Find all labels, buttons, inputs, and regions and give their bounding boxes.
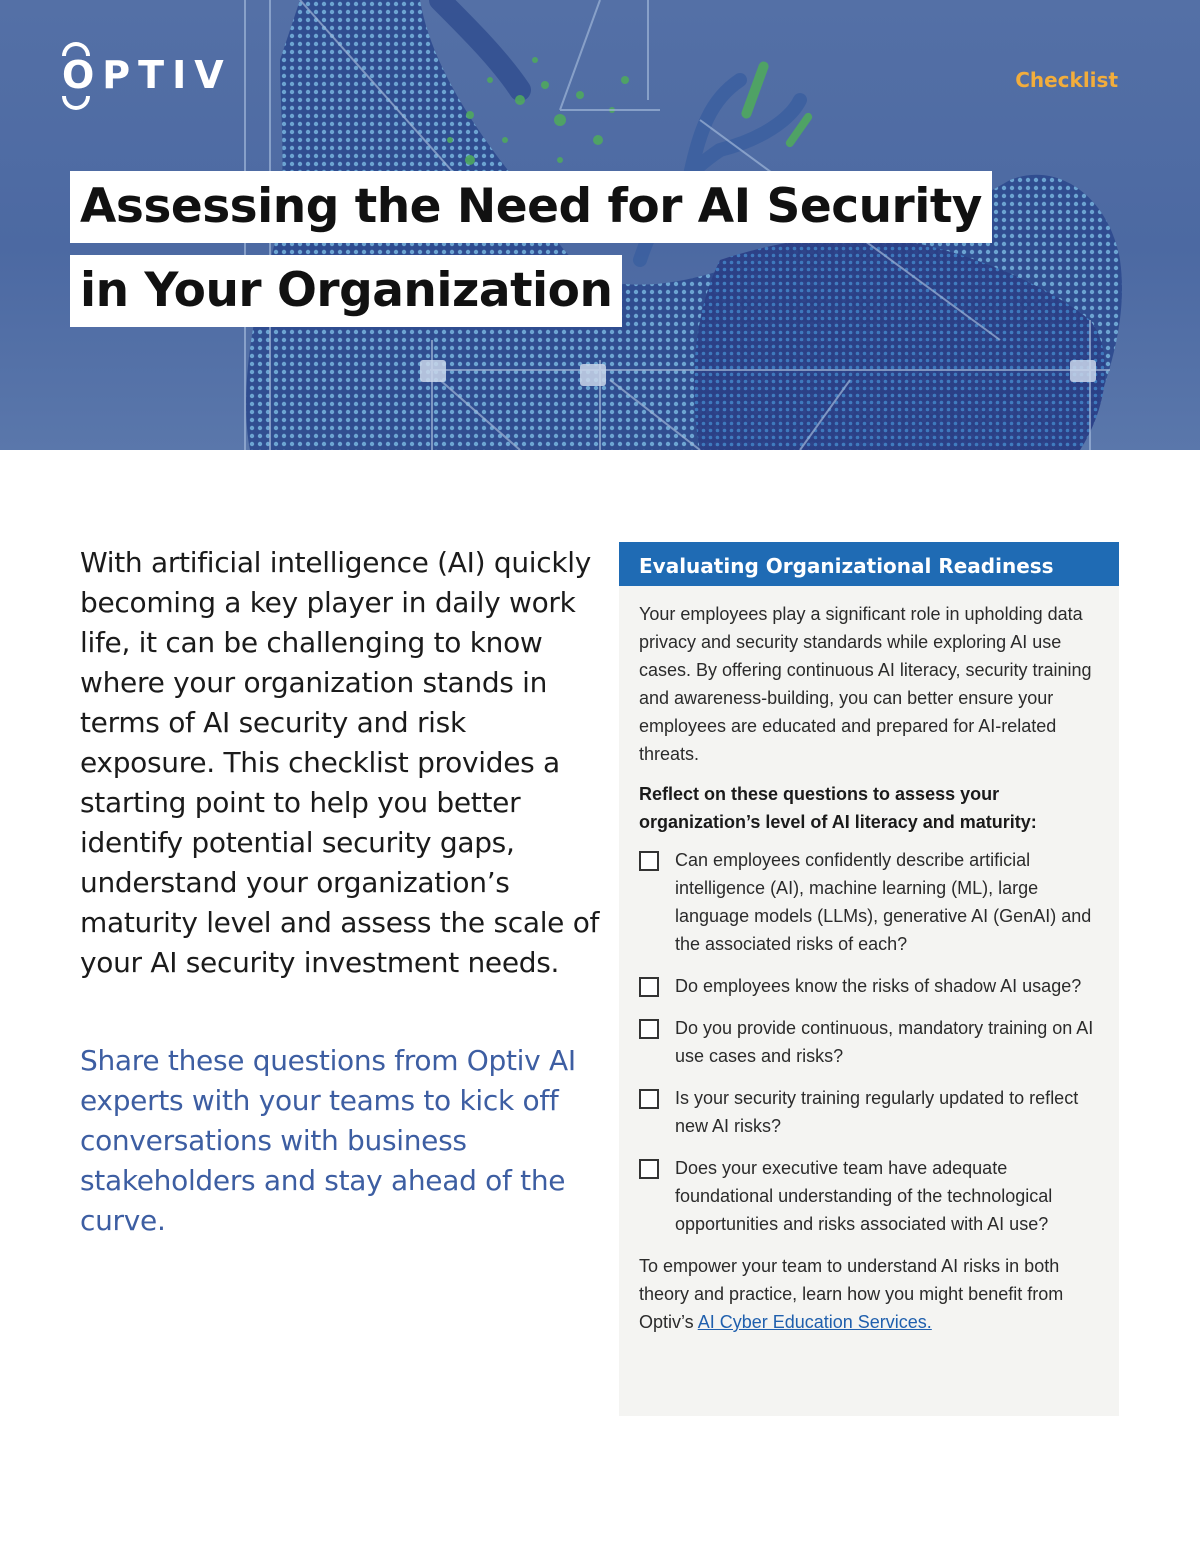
checklist-item <box>639 972 1099 1000</box>
share-callout: Share these questions from Optiv AI experts with your teams to kick off conversations with business stakeholders and stay ahead of the curve. <box>80 1044 576 1237</box>
checklist-item <box>639 1084 1099 1140</box>
checklist-item-text: Can employees confidently describe artificial intelligence (AI), machine learning (ML), large language models (LLMs), generative AI (GenAI) and the associated risks of each? <box>675 850 1092 954</box>
closing-paragraph <box>639 1252 1099 1336</box>
checklist-item <box>639 1014 1099 1070</box>
checkbox[interactable] <box>639 851 659 871</box>
panel-heading: Evaluating Organizational Readiness <box>619 542 1119 586</box>
checkbox[interactable] <box>639 1159 659 1179</box>
checklist-item-text: Do employees know the risks of shadow AI usage? <box>675 976 1082 996</box>
panel-body <box>619 586 1119 1336</box>
intro-paragraph: With artificial intelligence (AI) quickly becoming a key player in daily work life, it can be challenging to know where your organization stands in terms of AI security and risk exposure. This checklist provides a starting point to help you better identify potential security gaps, understand your organization’s maturity level and assess the scale of your AI security investment needs. <box>80 546 600 979</box>
checklist-item <box>639 846 1099 958</box>
checklist <box>639 846 1099 1238</box>
checklist-item-text: Do you provide continuous, mandatory training on AI use cases and risks? <box>675 1018 1094 1066</box>
checkbox[interactable] <box>639 977 659 997</box>
education-services-link[interactable]: AI Cyber Education Services. <box>697 1312 932 1332</box>
checklist-prompt: Reflect on these questions to assess your organization’s level of AI literacy and maturity: <box>639 784 1037 832</box>
optiv-logo[interactable] <box>62 40 232 110</box>
page-title-line-1: Assessing the Need for AI Security <box>70 171 992 243</box>
checkbox[interactable] <box>639 1089 659 1109</box>
page-title-line-2: in Your Organization <box>70 255 622 327</box>
checklist-item-text: Does your executive team have adequate foundational understanding of the technological opportunities and risks associated with AI use? <box>675 1158 1053 1234</box>
coral-branch <box>440 0 520 90</box>
closing-text: To empower your team to understand AI risks in both theory and practice, learn how you might benefit from Optiv’s <box>639 1256 1064 1332</box>
panel-intro-text: Your employees play a significant role in upholding data privacy and security standards while exploring AI use cases. By offering continuous AI literacy, security training and awareness-building, you can better ensure your employees are educated and prepared for AI-related threats. <box>639 604 1092 764</box>
logo-text: OPTIV <box>62 53 232 97</box>
logo-ring-bottom <box>62 96 90 110</box>
hero-banner <box>0 0 1200 450</box>
document-type-label: Checklist <box>1015 68 1118 92</box>
readiness-panel <box>619 542 1119 1416</box>
checklist-item-text: Is your security training regularly updated to reflect new AI risks? <box>675 1088 1079 1136</box>
checkbox[interactable] <box>639 1019 659 1039</box>
checklist-item <box>639 1154 1099 1238</box>
